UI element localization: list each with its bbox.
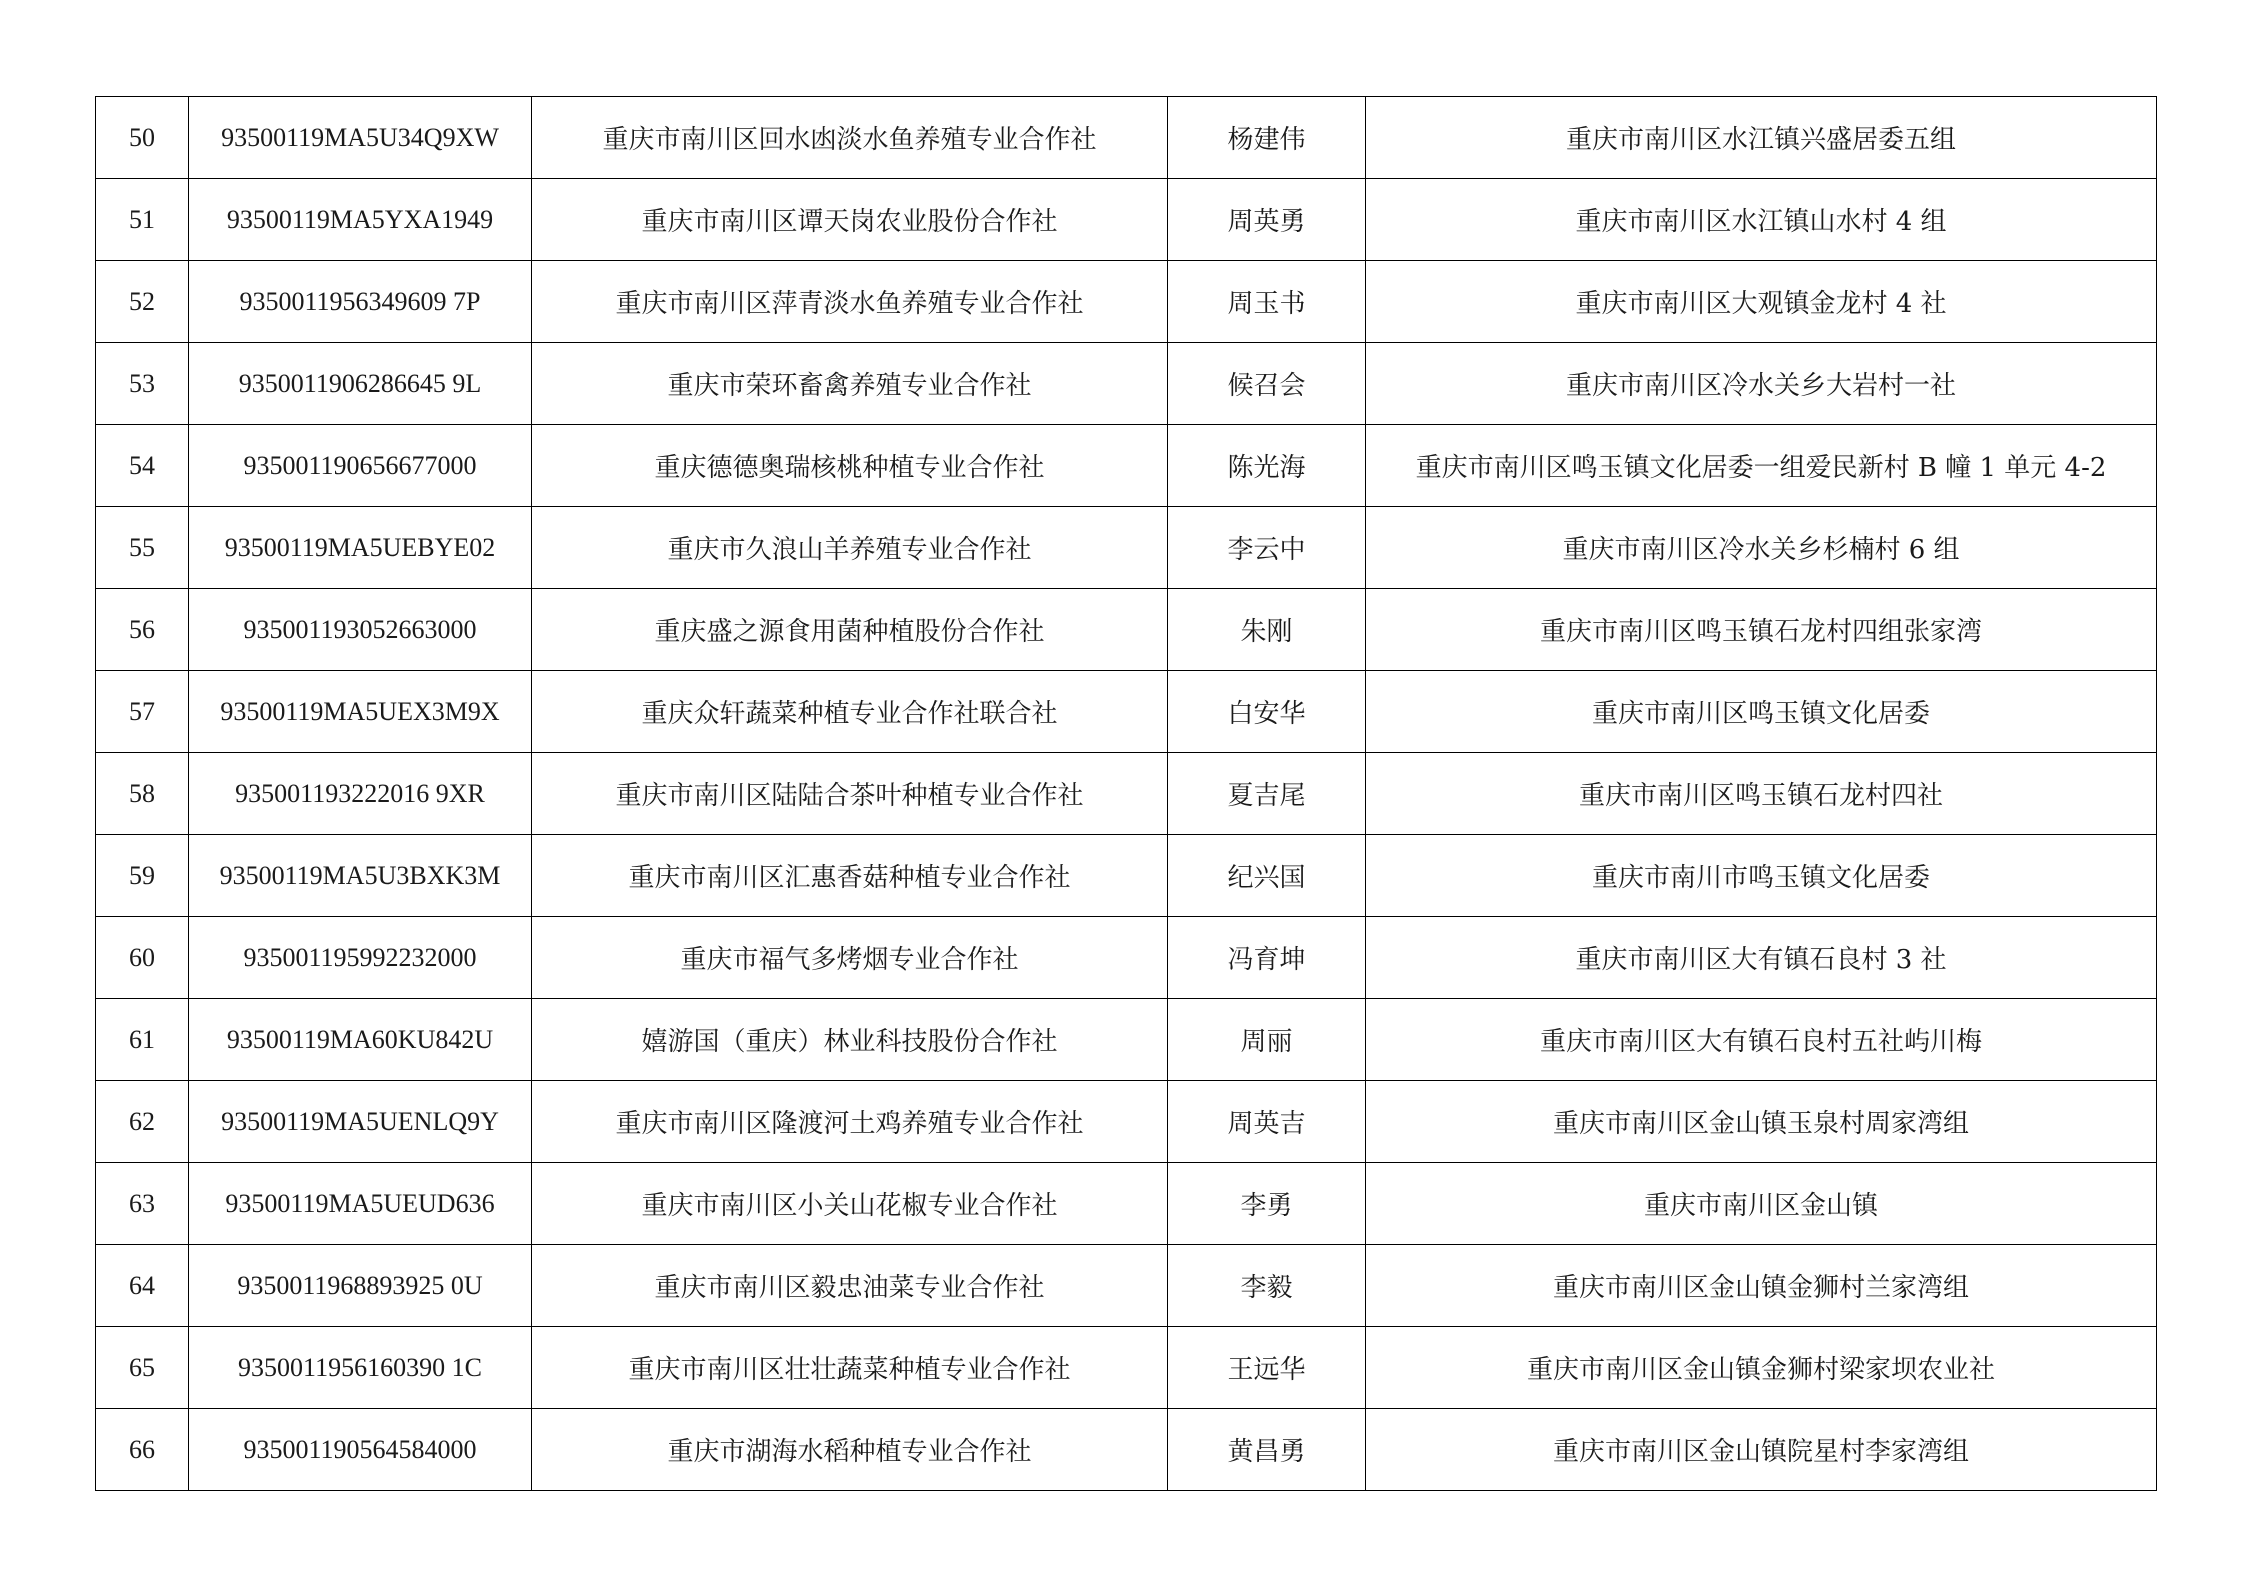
row-number-cell: 62 [96,1081,189,1163]
cooperative-name-cell: 嬉游国（重庆）林业科技股份合作社 [532,999,1168,1081]
cooperative-name-cell: 重庆市南川区陆陆合茶叶种植专业合作社 [532,753,1168,835]
legal-representative-cell: 朱刚 [1168,589,1366,671]
credit-code-cell: 93500119MA5UENLQ9Y [189,1081,532,1163]
cooperative-name-cell: 重庆市南川区谭天岗农业股份合作社 [532,179,1168,261]
address-cell: 重庆市南川区金山镇金狮村兰家湾组 [1366,1245,2157,1327]
table-row [96,1163,2157,1245]
address-cell: 重庆市南川区大观镇金龙村 4 社 [1366,261,2157,343]
credit-code-cell: 9350011956349609 7P [189,261,532,343]
table-row [96,343,2157,425]
legal-representative-cell: 周英吉 [1168,1081,1366,1163]
legal-representative-cell: 白安华 [1168,671,1366,753]
cooperative-name-cell: 重庆市南川区回水凼淡水鱼养殖专业合作社 [532,97,1168,179]
address-cell: 重庆市南川市鸣玉镇文化居委 [1366,835,2157,917]
table-row [96,753,2157,835]
row-number-cell: 59 [96,835,189,917]
row-number-cell: 55 [96,507,189,589]
credit-code-cell: 93500119MA5U34Q9XW [189,97,532,179]
cooperative-name-cell: 重庆市福气多烤烟专业合作社 [532,917,1168,999]
credit-code-cell: 9350011956160390 1C [189,1327,532,1409]
table-row [96,507,2157,589]
legal-representative-cell: 周英勇 [1168,179,1366,261]
legal-representative-cell: 杨建伟 [1168,97,1366,179]
row-number-cell: 50 [96,97,189,179]
address-cell: 重庆市南川区冷水关乡大岩村一社 [1366,343,2157,425]
table-row [96,1245,2157,1327]
legal-representative-cell: 冯育坤 [1168,917,1366,999]
cooperative-name-cell: 重庆市南川区小关山花椒专业合作社 [532,1163,1168,1245]
address-cell: 重庆市南川区金山镇玉泉村周家湾组 [1366,1081,2157,1163]
credit-code-cell: 935001195992232000 [189,917,532,999]
address-cell: 重庆市南川区鸣玉镇文化居委 [1366,671,2157,753]
credit-code-cell: 93500119MA5U3BXK3M [189,835,532,917]
row-number-cell: 65 [96,1327,189,1409]
cooperative-name-cell: 重庆市南川区壮壮蔬菜种植专业合作社 [532,1327,1168,1409]
legal-representative-cell: 候召会 [1168,343,1366,425]
credit-code-cell: 935001193222016 9XR [189,753,532,835]
row-number-cell: 54 [96,425,189,507]
legal-representative-cell: 李毅 [1168,1245,1366,1327]
table-row [96,261,2157,343]
row-number-cell: 51 [96,179,189,261]
table-row [96,179,2157,261]
cooperative-name-cell: 重庆众轩蔬菜种植专业合作社联合社 [532,671,1168,753]
legal-representative-cell: 李勇 [1168,1163,1366,1245]
cooperative-name-cell: 重庆市南川区隆渡河土鸡养殖专业合作社 [532,1081,1168,1163]
table-row [96,999,2157,1081]
credit-code-cell: 93500119MA5UEBYE02 [189,507,532,589]
address-cell: 重庆市南川区金山镇金狮村梁家坝农业社 [1366,1327,2157,1409]
cooperative-name-cell: 重庆市荣环畜禽养殖专业合作社 [532,343,1168,425]
credit-code-cell: 93500119MA5UEX3M9X [189,671,532,753]
cooperative-name-cell: 重庆市久浪山羊养殖专业合作社 [532,507,1168,589]
credit-code-cell: 93500119MA5UEUD636 [189,1163,532,1245]
address-cell: 重庆市南川区鸣玉镇石龙村四社 [1366,753,2157,835]
table-row [96,1327,2157,1409]
table-row [96,1081,2157,1163]
cooperative-name-cell: 重庆盛之源食用菌种植股份合作社 [532,589,1168,671]
row-number-cell: 66 [96,1409,189,1491]
cooperative-name-cell: 重庆德德奥瑞核桃种植专业合作社 [532,425,1168,507]
legal-representative-cell: 李云中 [1168,507,1366,589]
credit-code-cell: 93500119MA5YXA1949 [189,179,532,261]
row-number-cell: 61 [96,999,189,1081]
row-number-cell: 53 [96,343,189,425]
legal-representative-cell: 纪兴国 [1168,835,1366,917]
legal-representative-cell: 夏吉尾 [1168,753,1366,835]
address-cell: 重庆市南川区冷水关乡杉楠村 6 组 [1366,507,2157,589]
row-number-cell: 58 [96,753,189,835]
credit-code-cell: 9350011906286645 9L [189,343,532,425]
row-number-cell: 63 [96,1163,189,1245]
credit-code-cell: 935001193052663000 [189,589,532,671]
address-cell: 重庆市南川区金山镇 [1366,1163,2157,1245]
row-number-cell: 64 [96,1245,189,1327]
legal-representative-cell: 王远华 [1168,1327,1366,1409]
legal-representative-cell: 黄昌勇 [1168,1409,1366,1491]
cooperative-registry-table [95,96,2157,1491]
table-row [96,589,2157,671]
address-cell: 重庆市南川区大有镇石良村 3 社 [1366,917,2157,999]
address-cell: 重庆市南川区鸣玉镇石龙村四组张家湾 [1366,589,2157,671]
row-number-cell: 56 [96,589,189,671]
legal-representative-cell: 周玉书 [1168,261,1366,343]
address-cell: 重庆市南川区水江镇兴盛居委五组 [1366,97,2157,179]
legal-representative-cell: 周丽 [1168,999,1366,1081]
table-row [96,835,2157,917]
credit-code-cell: 935001190564584000 [189,1409,532,1491]
credit-code-cell: 935001190656677000 [189,425,532,507]
cooperative-name-cell: 重庆市南川区毅忠油菜专业合作社 [532,1245,1168,1327]
cooperative-name-cell: 重庆市南川区汇惠香菇种植专业合作社 [532,835,1168,917]
table-row [96,917,2157,999]
table-row [96,1409,2157,1491]
address-cell: 重庆市南川区金山镇院星村李家湾组 [1366,1409,2157,1491]
address-cell: 重庆市南川区水江镇山水村 4 组 [1366,179,2157,261]
address-cell: 重庆市南川区鸣玉镇文化居委一组爱民新村 B 幢 1 单元 4-2 [1366,425,2157,507]
credit-code-cell: 93500119MA60KU842U [189,999,532,1081]
row-number-cell: 52 [96,261,189,343]
address-cell: 重庆市南川区大有镇石良村五社屿川梅 [1366,999,2157,1081]
table-row [96,425,2157,507]
cooperative-name-cell: 重庆市南川区萍青淡水鱼养殖专业合作社 [532,261,1168,343]
cooperative-name-cell: 重庆市湖海水稻种植专业合作社 [532,1409,1168,1491]
table-row [96,671,2157,753]
table-row [96,97,2157,179]
row-number-cell: 57 [96,671,189,753]
legal-representative-cell: 陈光海 [1168,425,1366,507]
credit-code-cell: 9350011968893925 0U [189,1245,532,1327]
registry-table-body [96,97,2157,1491]
row-number-cell: 60 [96,917,189,999]
